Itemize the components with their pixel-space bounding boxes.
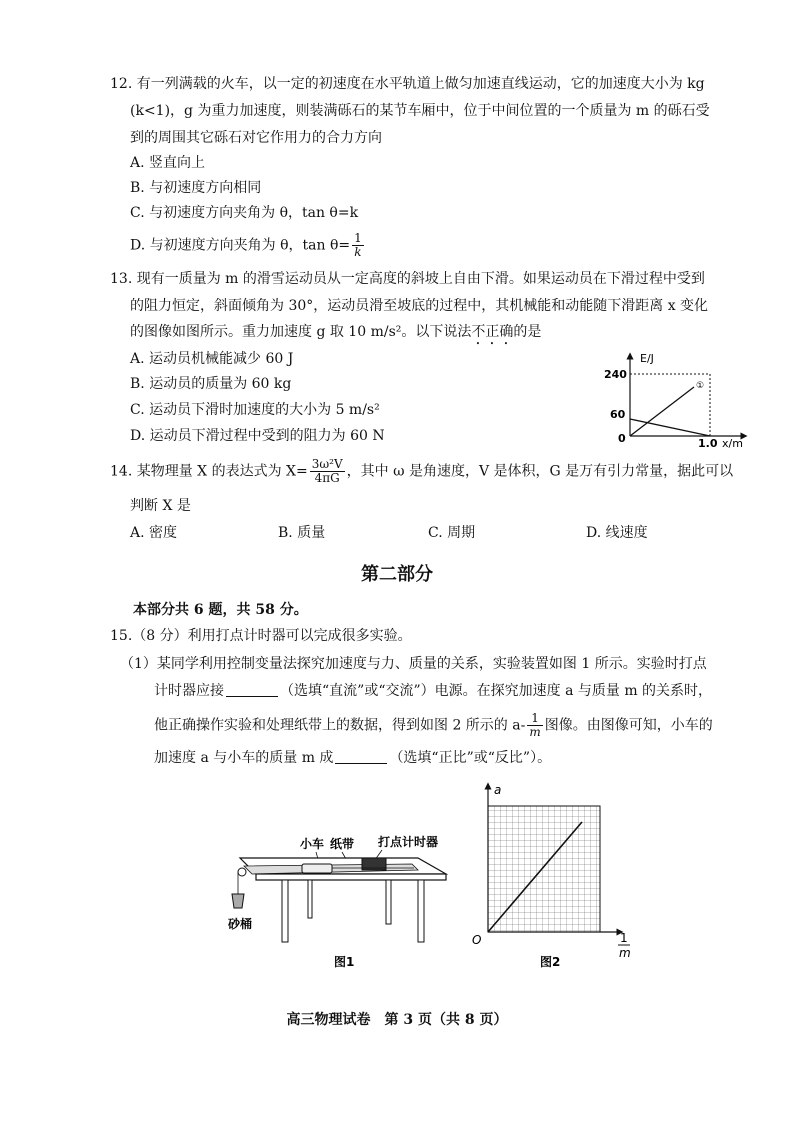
figure1-caption: 图1 <box>334 955 355 969</box>
page-footer: 高三物理试卷 第 3 页（共 8 页） <box>286 1012 508 1028</box>
sand-bucket <box>232 894 244 908</box>
formula-denominator: 4πG <box>314 471 340 485</box>
q14-line1 <box>110 458 733 485</box>
q13-option-c: C. 运动员下滑时加速度的大小为 5 m/s² <box>130 402 380 418</box>
graph-x-tick: 1.0 <box>698 437 718 448</box>
q14-line2: 判断 X 是 <box>130 498 191 514</box>
q14-prefix: 14. 某物理量 X 的表达式为 X= <box>110 463 308 480</box>
figure2-caption: 图2 <box>540 955 561 969</box>
q13-line3-end: 的是 <box>513 324 542 340</box>
q15-line1: 15.（8 分）利用打点计时器可以完成很多实验。 <box>110 628 412 644</box>
fraction-denominator: k <box>354 245 362 259</box>
fraction-numerator: 1 <box>354 231 362 245</box>
q15-p1-line3-end: 图像。由图像可知，小车的 <box>544 717 713 734</box>
q14-option-d: D. 线速度 <box>586 525 648 541</box>
graph-y-60: 60 <box>610 408 626 421</box>
graph-ylabel: E/J <box>640 352 654 365</box>
graph-y-240: 240 <box>604 368 627 381</box>
q15-fraction-1-over-m <box>527 712 542 739</box>
q15-p1-line2 <box>154 681 712 701</box>
part2-intro: 本部分共 6 题，共 58 分。 <box>133 602 308 618</box>
q15-p1-line1: （1）某同学利用控制变量法探究加速度与力、质量的关系，实验装置如图 1 所示。实验时打点 <box>120 656 707 672</box>
figure2-graph <box>470 780 646 976</box>
label-bucket: 砂桶 <box>228 917 253 931</box>
q13-option-b: B. 运动员的质量为 60 kg <box>130 376 292 392</box>
q14-formula-fraction <box>310 458 345 485</box>
q12-option-a: A. 竖直向上 <box>130 155 206 171</box>
fraction-numerator: 1 <box>527 712 542 726</box>
q12-option-c: C. 与初速度方向夹角为 θ，tan θ=k <box>130 205 359 221</box>
label-cart: 小车 <box>300 837 325 851</box>
q15-p1-line4-end: （选填“正比”或“反比”）。 <box>389 750 552 766</box>
q13-line3 <box>130 322 541 348</box>
q15-p1-line3-start: 他正确操作实验和处理纸带上的数据，得到如图 2 所示的 a- <box>154 717 526 734</box>
q13-energy-graph <box>596 352 756 448</box>
q13-line2: 的阻力恒定，斜面倾角为 30°，运动员滑至坡底的过程中，其机械能和动能随下滑距离 x 变化 <box>130 298 709 314</box>
kinetic-energy-line <box>630 387 694 436</box>
figure1-apparatus <box>222 828 454 976</box>
q14-suffix: ，其中 ω 是角速度，V 是体积，G 是万有引力常量，据此可以 <box>346 463 734 480</box>
fraction-denominator: m <box>529 725 541 739</box>
answer-blank-1[interactable] <box>226 682 278 697</box>
q13-option-d: D. 运动员下滑过程中受到的阻力为 60 N <box>130 428 385 444</box>
q12-line2: (k<1)，g 为重力加速度，则装满砾石的某节车厢中，位于中间位置的一个质量为 m 的砾石受 <box>130 103 710 119</box>
graph-xlabel: x/m <box>722 437 743 448</box>
table-leg <box>386 880 391 924</box>
q15-p1-line4-start: 加速度 a 与小车的质量 m 成 <box>154 750 334 766</box>
graph-line-label: ① <box>696 381 705 391</box>
q13-emphasis-not-correct: 不正确 <box>471 324 514 340</box>
label-tape: 纸带 <box>330 837 355 851</box>
q14-option-c: C. 周期 <box>428 525 476 541</box>
table-leg <box>308 880 312 918</box>
q13-line1: 13. 现有一质量为 m 的滑雪运动员从一定高度的斜坡上自由下滑。如果运动员在下滑过程中受到 <box>110 271 705 287</box>
q12-option-d-fraction <box>352 232 364 259</box>
q13-option-a: A. 运动员机械能减少 60 J <box>130 351 294 367</box>
formula-numerator: 3ω²V <box>311 457 343 471</box>
graph-origin: 0 <box>618 432 626 445</box>
q15-p1-line3 <box>154 712 713 739</box>
q14-option-a: A. 密度 <box>130 525 178 541</box>
pulley <box>238 868 246 876</box>
label-timer: 打点计时器 <box>378 835 439 849</box>
q12-option-d <box>130 232 366 259</box>
q12-line1: 12. 有一列满载的火车，以一定的初速度在水平轨道上做匀加速直线运动，它的加速度大小为 kg <box>110 76 705 92</box>
q13-line3-start: 的图像如图所示。重力加速度 g 取 10 m/s²。以下说法 <box>130 324 472 340</box>
graph2-xlabel-den: m <box>619 946 631 960</box>
graph2-xlabel-num: 1 <box>620 931 628 945</box>
answer-blank-2[interactable] <box>335 749 387 764</box>
q12-line3: 到的周围其它砾石对它作用力的合力方向 <box>130 130 382 146</box>
q15-p1-line4 <box>154 748 551 768</box>
graph2-origin: O <box>472 933 482 947</box>
q14-option-b: B. 质量 <box>278 525 326 541</box>
table-leg <box>282 880 288 942</box>
q12-option-b: B. 与初速度方向相同 <box>130 180 262 196</box>
graph2-ylabel: a <box>494 783 502 797</box>
q15-p1-line2-start: 计时器应接 <box>154 683 224 699</box>
q12-option-d-text: D. 与初速度方向夹角为 θ，tan θ= <box>130 237 351 254</box>
cart <box>302 864 332 873</box>
table-leg <box>418 880 424 942</box>
q15-p1-line2-end: （选填“直流”或“交流”）电源。在探究加速度 a 与质量 m 的关系时， <box>280 683 713 699</box>
part2-title: 第二部分 <box>361 564 433 585</box>
